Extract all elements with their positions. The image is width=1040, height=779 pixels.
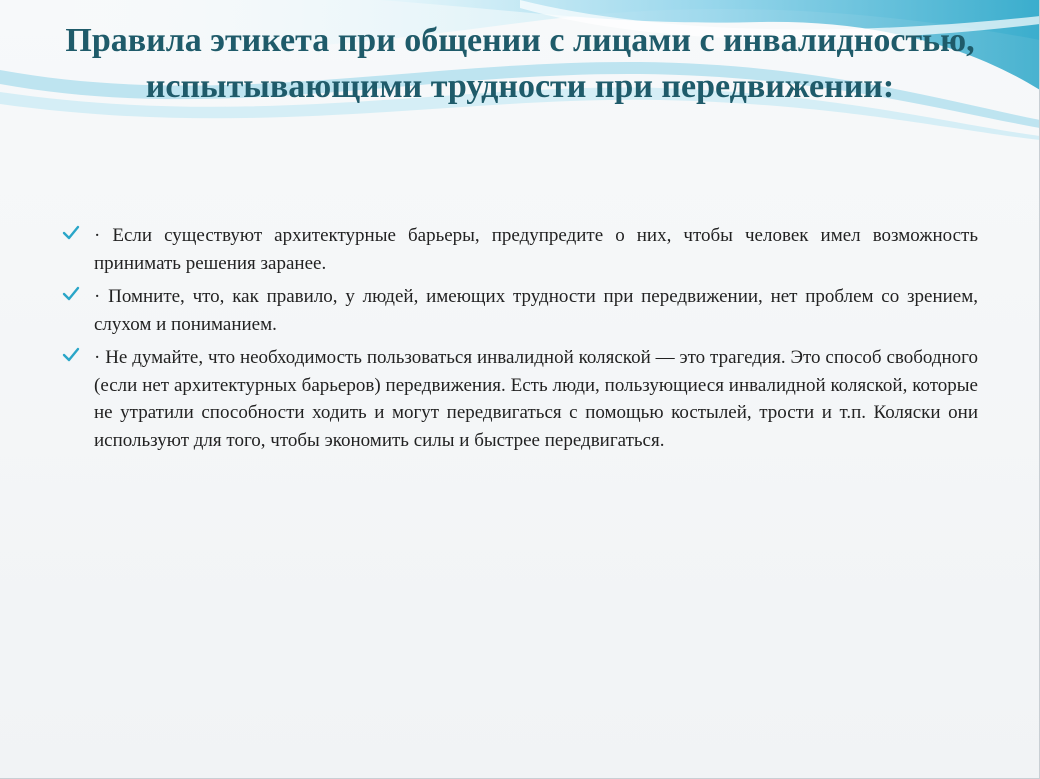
bullet-text: · Не думайте, что необходимость пользоваться инвалидной коляской — это трагедия. Это способ свободного (если нет архитектурных барьеров) передвижения. Есть люди, пользующиеся инвалидной коляской, которые не утратили способности ходить и могут передвигаться с помощью костылей, трости и т.п. Коляски они используют для того, чтобы экономить силы и быстрее передвигаться. [94,347,978,451]
bullet-item [62,344,978,454]
bullet-item [62,222,978,277]
bullet-item [62,283,978,338]
checkmark-icon [62,346,80,364]
bullet-text: · Помните, что, как правило, у людей, имеющих трудности при передвижении, нет проблем со зрением, слухом и пониманием. [94,286,978,335]
checkmark-icon [62,224,80,242]
checkmark-icon [62,285,80,303]
slide-title: Правила этикета при общении с лицами с инвалидностью, испытывающими трудности при передвижении: [65,22,975,105]
bullet-text: · Если существуют архитектурные барьеры, предупредите о них, чтобы человек имел возможность принимать решения заранее. [94,225,978,274]
bullet-list [62,222,978,460]
